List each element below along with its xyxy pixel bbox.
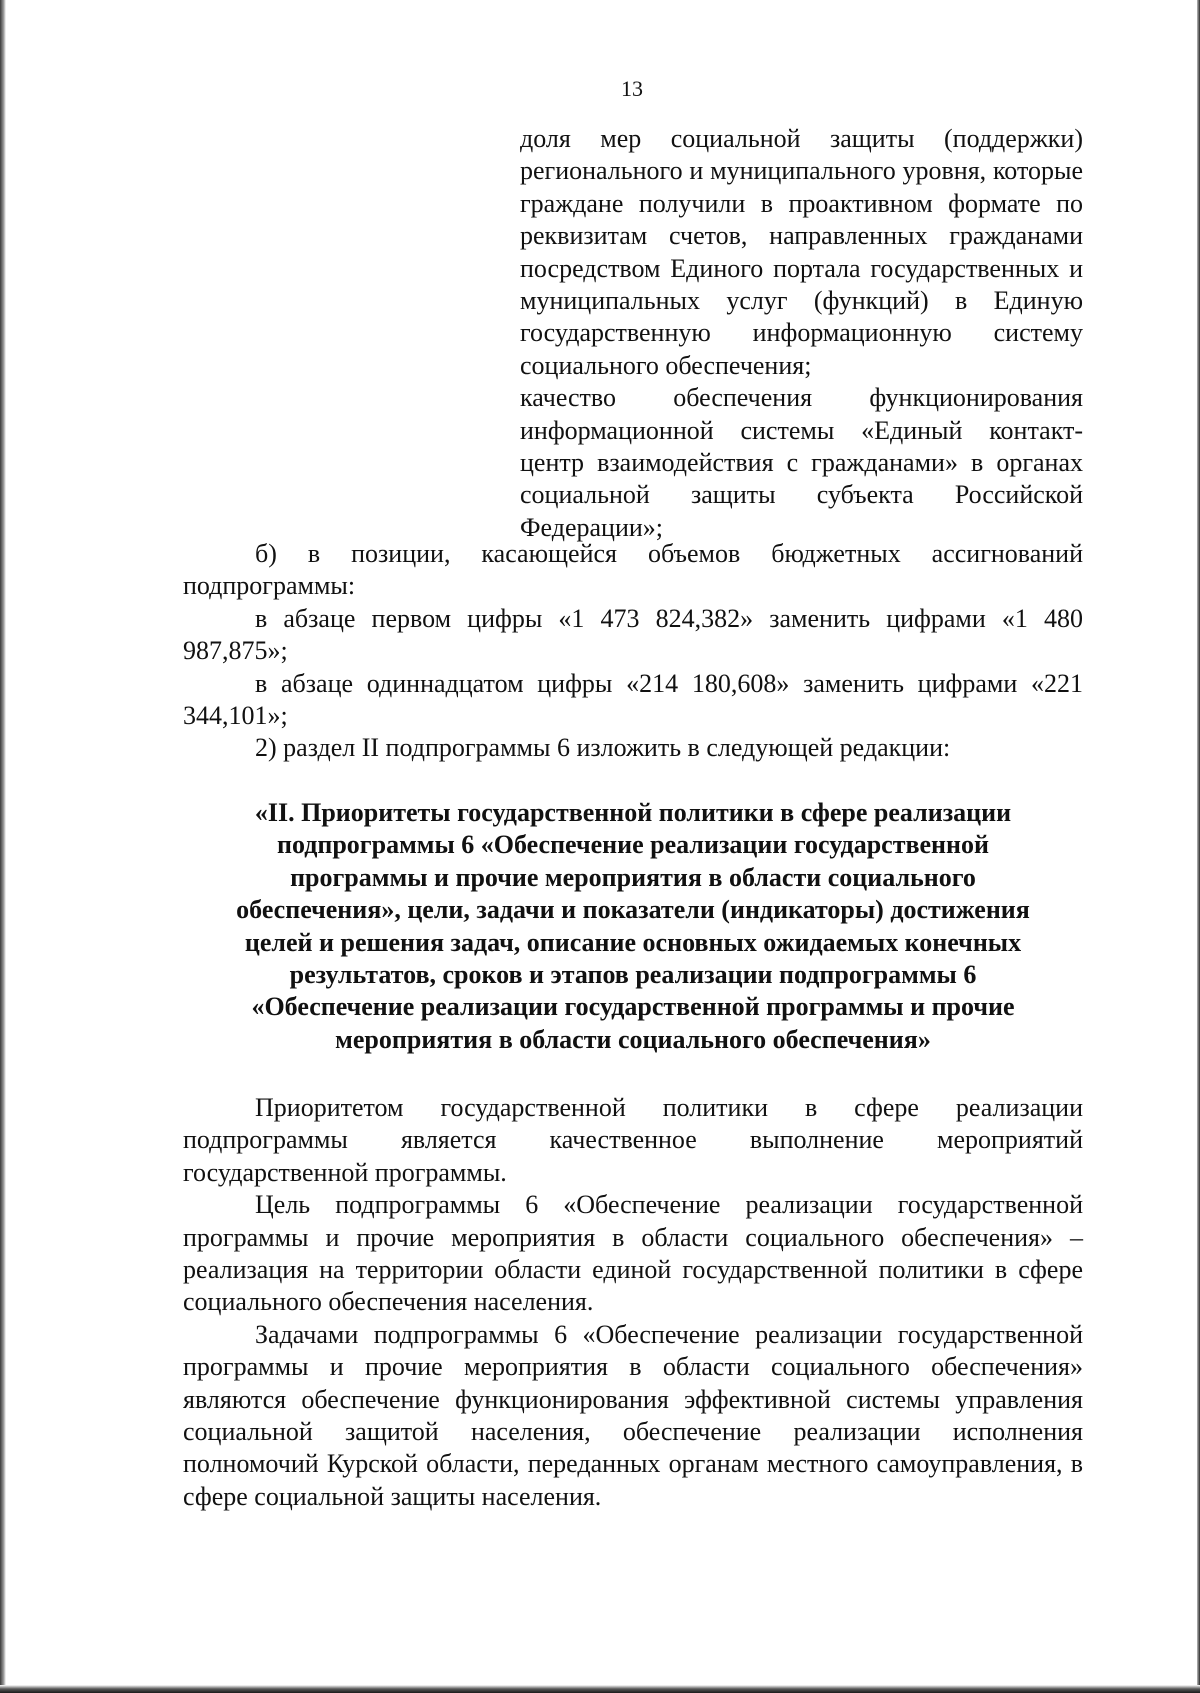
indicator-proactive-measures-text: доля мер социальной защиты (поддержки) регионального и муниципального уровня, которые граждане получили в проактивном формате по реквизитам счетов, направленных гражданами посредством Единого портала государственных и муниципальных услуг (функций) в Единую государственную информационную систему социального обеспечения; xyxy=(520,124,1083,380)
amendment-b: б) в позиции, касающейся объемов бюджетных ассигнований подпрограммы: xyxy=(183,539,1083,601)
section-heading-line: «II. Приоритеты государственной политики в сфере реализации xyxy=(254,798,1012,827)
indicator-contact-center-quality xyxy=(520,382,1083,544)
section-heading-line: мероприятия в области социального обеспечения» xyxy=(335,1024,931,1054)
goal-paragraph: Цель подпрограммы 6 «Обеспечение реализации государственной программы и прочие мероприятия в области социального обеспечения» – реализация на территории области единой государственной политики в сфере социального обеспечения населения. xyxy=(183,1190,1083,1317)
section-heading-line: обеспечения», цели, задачи и показатели (индикаторы) достижения xyxy=(236,895,1030,925)
indicator-contact-center-quality-text: качество обеспечения функционирования информационной системы «Единый контакт-центр взаимодействия с гражданами» в органах социальной защиты субъекта Российской Федерации»; xyxy=(520,383,1083,542)
amendments-block xyxy=(183,538,1083,765)
amendment-first-paragraph: в абзаце первом цифры «1 473 824,382» заменить цифрами «1 480 987,875»; xyxy=(183,603,1083,666)
indicator-list xyxy=(520,123,1083,544)
scan-edge-bottom xyxy=(0,1685,1200,1693)
section-heading-line: подпрограммы 6 «Обеспечение реализации государственной xyxy=(276,830,990,860)
section-heading-line: программы и прочие мероприятия в области социального xyxy=(290,862,976,892)
scan-edge-left xyxy=(0,0,6,1693)
section-heading-line: целей и решения задач, описание основных ожидаемых конечных xyxy=(244,927,1022,957)
section-body xyxy=(183,1092,1083,1513)
section-heading xyxy=(183,797,1083,1056)
section-heading-line: «Обеспечение реализации государственной программы и прочие xyxy=(251,992,1015,1022)
indicator-proactive-measures xyxy=(520,123,1083,382)
tasks-paragraph: Задачами подпрограммы 6 «Обеспечение реализации государственной программы и прочие мероприятия в области социального обеспечения» являются обеспечение функционирования эффективной системы управления социальной защитой населения, обеспечение реализации исполнения полномочий Курской области, переданных органам местного самоуправления, в сфере социальной защиты населения. xyxy=(183,1319,1083,1511)
section-heading-line: результатов, сроков и этапов реализации подпрограммы 6 xyxy=(289,960,977,990)
amendment-section-ii: 2) раздел II подпрограммы 6 изложить в следующей редакции: xyxy=(255,733,951,763)
amendment-eleventh-paragraph: в абзаце одиннадцатом цифры «214 180,608» заменить цифрами «221 344,101»; xyxy=(183,668,1083,731)
page-number: 13 xyxy=(621,76,643,101)
priority-paragraph: Приоритетом государственной политики в сфере реализации подпрограммы является качественное выполнение мероприятий государственной программы. xyxy=(183,1093,1083,1187)
